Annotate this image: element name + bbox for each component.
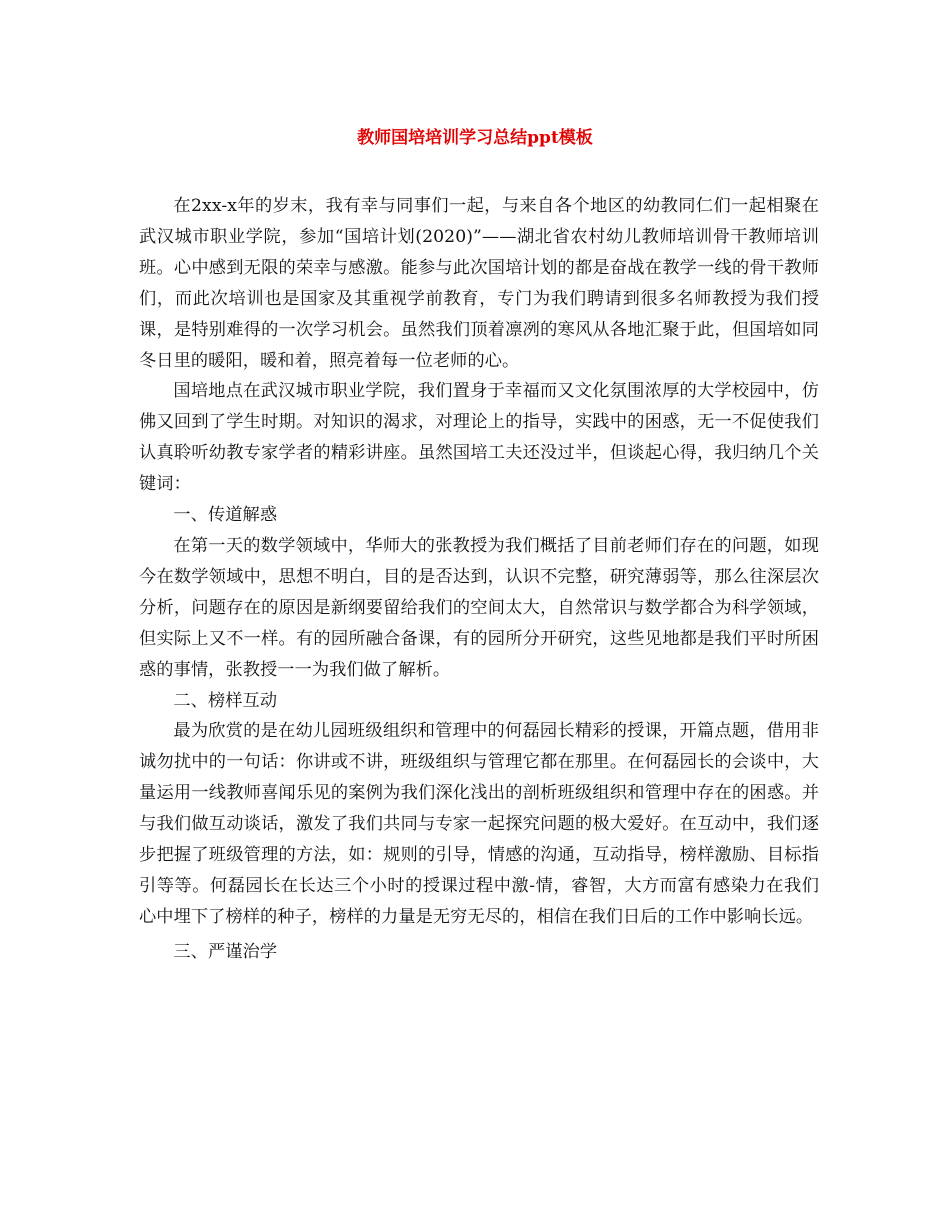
document-body <box>139 191 819 968</box>
paragraph-location: 国培地点在武汉城市职业学院，我们置身于幸福而又文化氛围浓厚的大学校园中，仿佛又回到了学生时期。对知识的渴求，对理论上的指导，实践中的困惑，无一不促使我们认真聆听幼教专家学者的精彩讲座。虽然国培工夫还没过半，但谈起心得，我归纳几个关键词： <box>139 381 819 495</box>
paragraph-intro: 在2xx-x年的岁末，我有幸与同事们一起，与来自各个地区的幼教同仁们一起相聚在武汉城市职业学院，参加“国培计划(2020)”——湖北省农村幼儿教师培训骨干教师培训班。心中感到无限的荣幸与感激。能参与此次国培计划的都是奋战在教学一线的骨干教师们，而此次培训也是国家及其重视学前教育，专门为我们聘请到很多名师教授为我们授课，是特别难得的一次学习机会。虽然我们顶着凛冽的寒风从各地汇聚于此，但国培如同冬日里的暖阳，暖和着，照亮着每一位老师的心。 <box>139 196 819 371</box>
paragraph-section-2: 最为欣赏的是在幼儿园班级组织和管理中的何磊园长精彩的授课，开篇点题，借用非诚勿扰中的一句话：你讲或不讲，班级组织与管理它都在那里。在何磊园长的会谈中，大量运用一线教师喜闻乐见的案例为我们深化浅出的剖析班级组织和管理中存在的困惑。并与我们做互动谈话，激发了我们共同与专家一起探究问题的极大爱好。在互动中，我们逐步把握了班级管理的方法，如：规则的引导，情感的沟通，互动指导，榜样激励、目标指引等等。何磊园长在长达三个小时的授课过程中激-情，睿智，大方而富有感染力在我们心中埋下了榜样的种子，榜样的力量是无穷无尽的，相信在我们日后的工作中影响长远。 <box>139 721 819 927</box>
section-heading-1: 一、传道解惑 <box>173 505 278 526</box>
section-heading-3: 三、严谨治学 <box>173 941 278 962</box>
paragraph-section-1: 在第一天的数学领域中，华师大的张教授为我们概括了目前老师们存在的问题，如现今在数学领域中，思想不明白，目的是否达到，认识不完整，研究薄弱等，那么往深层次分析，问题存在的原因是新纲要留给我们的空间太大，自然常识与数学都合为科学领域，但实际上又不一样。有的园所融合备课，有的园所分开研究，这些见地都是我们平时所困惑的事情，张教授一一为我们做了解析。 <box>139 535 819 680</box>
section-heading-2: 二、榜样互动 <box>173 690 278 711</box>
document-title: 教师国培培训学习总结ppt模板 <box>357 128 593 148</box>
